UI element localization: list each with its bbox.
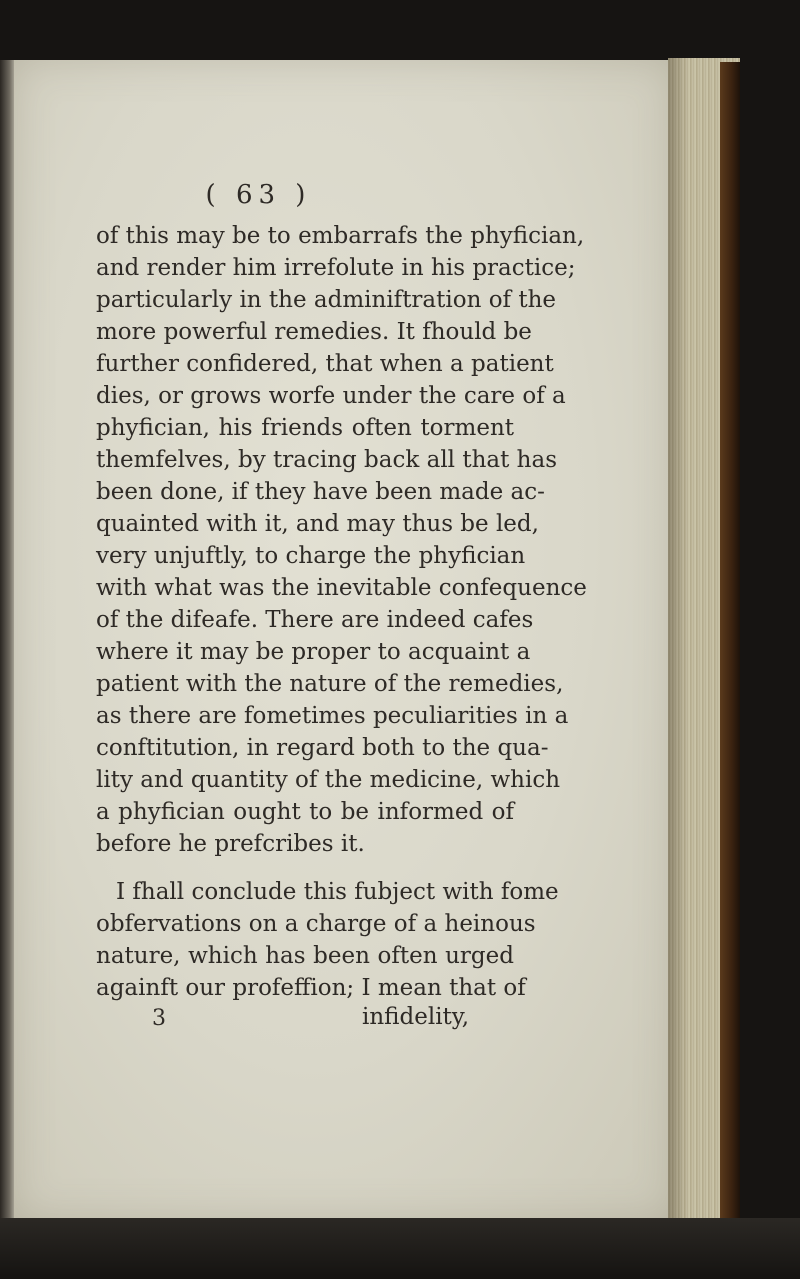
text-line: particularly in the adminiftration of the — [96, 287, 557, 313]
catchword: infidelity, — [362, 1004, 470, 1030]
text-line: before he prefcribes it. — [96, 831, 365, 857]
text-line: I fhall conclude this fubject with fome — [116, 879, 559, 905]
text-line: patient with the nature of the remedies, — [96, 671, 564, 697]
text-line: lity and quantity of the medicine, which — [96, 767, 561, 793]
text-line: conftitution, in regard both to the qua- — [96, 735, 549, 761]
text-line: with what was the inevitable confequence — [96, 575, 587, 601]
text-line: of this may be to embarrafs the phyfician, — [96, 223, 585, 249]
text-line: dies, or grows worfe under the care of a — [96, 383, 566, 409]
bottom-background — [0, 1218, 800, 1279]
text-line: as there are fometimes peculiarities in a — [96, 703, 569, 729]
text-line: nature, which has been often urged — [96, 943, 514, 969]
signature-mark: 3 — [152, 1006, 166, 1031]
page-number: ( 63 ) — [205, 180, 312, 210]
text-line: where it may be proper to acquaint a — [96, 639, 531, 665]
text-line: phyfician, his friends often torment — [96, 415, 514, 441]
text-line: further confidered, that when a patient — [96, 351, 554, 377]
text-line: and render him irrefolute in his practice; — [96, 255, 576, 281]
fore-edge-shadow — [668, 58, 688, 1220]
text-line: obfervations on a charge of a heinous — [96, 911, 536, 937]
text-line: of the difeafe. There are indeed cafes — [96, 607, 534, 633]
text-line: been done, if they have been made ac- — [96, 479, 545, 505]
text-line: a phyfician ought to be informed of — [96, 799, 514, 825]
text-line: more powerful remedies. It fhould be — [96, 319, 532, 345]
text-line: themfelves, by tracing back all that has — [96, 447, 557, 473]
text-line: againft our profeffion; I mean that of — [96, 975, 526, 1001]
text-line: quainted with it, and may thus be led, — [96, 511, 539, 537]
book-cover-edge — [720, 62, 740, 1220]
text-line: very unjuftly, to charge the phyfician — [96, 543, 526, 569]
